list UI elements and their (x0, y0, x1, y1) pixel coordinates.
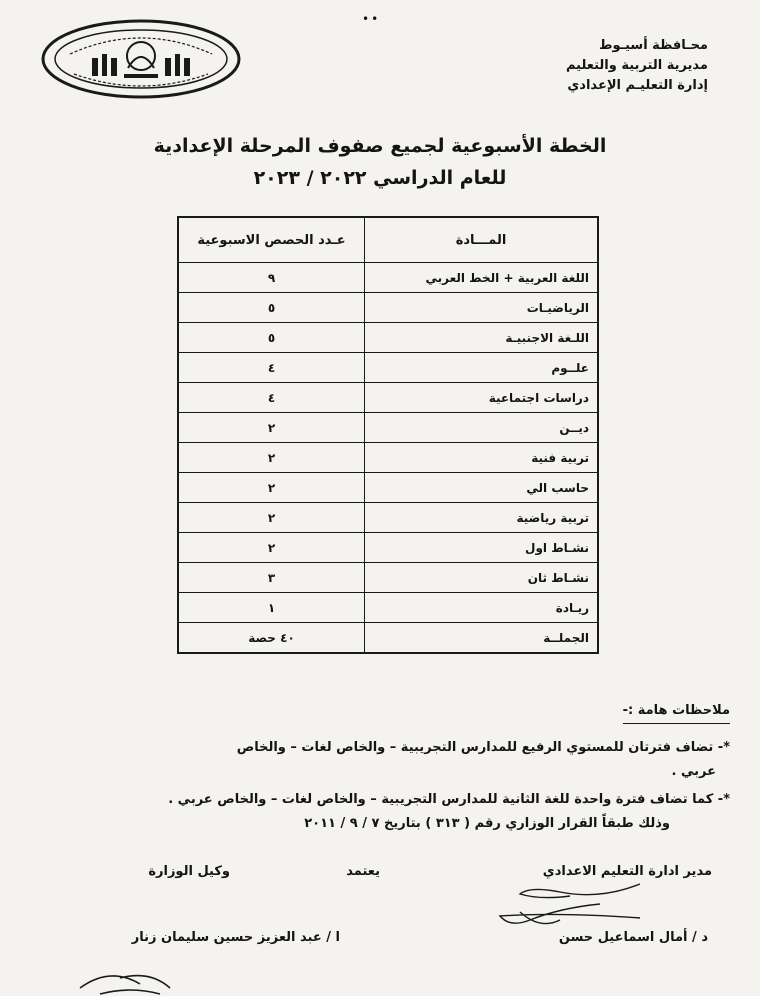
approve-label: يعتمد (346, 864, 380, 879)
deputy-title: وكيل الوزارة (148, 864, 230, 879)
governorate-line: محـافظة أسيـوط (599, 38, 708, 53)
director-title: مدير ادارة التعليم الاعدادي (542, 864, 712, 879)
deputy-signature-stroke (80, 976, 170, 994)
note-line: وذلك طبقاً القرار الوزاري رقم ( ٣١٣ ) بتاريخ ٧ / ٩ / ٢٠١١ (304, 816, 670, 831)
director-signature-stroke (500, 884, 640, 924)
periods-cell: ٤ (178, 383, 365, 413)
deputy-name: ا / عبد العزيز حسين سليمان زنار (131, 930, 340, 945)
administration-line: إدارة التعليـم الإعدادي (567, 78, 708, 93)
periods-cell: ٢ (178, 413, 365, 443)
periods-cell: ٢ (178, 533, 365, 563)
header-periods: عـدد الحصص الاسبوعية (178, 217, 365, 263)
note-line: عربي . (671, 764, 716, 779)
top-marks: •• (362, 12, 381, 26)
subject-cell: ريـادة (365, 593, 599, 623)
subject-cell: الرياضيـات (365, 293, 599, 323)
periods-cell: ٥ (178, 293, 365, 323)
subject-cell: اللـغة الاجنبيـة (365, 323, 599, 353)
note-line: *- تضاف فترتان للمستوي الرفيع للمدارس التجريبية – والخاص لغات – والخاص (236, 740, 730, 755)
total-periods-cell: ٤٠ حصة (178, 623, 365, 654)
total-label-cell: الجملــة (365, 623, 599, 654)
directorate-line: مديرية التربية والتعليم (565, 58, 708, 73)
note-line: *- كما تضاف فترة واحدة للغة الثانية للمدارس التجريبية – والخاص لغات – والخاص عربي . (168, 792, 730, 807)
director-name: د / أمال اسماعيل حسن (558, 930, 708, 945)
subject-cell: اللغة العربية + الخط العربي (365, 263, 599, 293)
periods-cell: ١ (178, 593, 365, 623)
periods-cell: ٤ (178, 353, 365, 383)
header-subject: المـــادة (365, 217, 599, 263)
periods-cell: ٢ (178, 443, 365, 473)
notes-heading-text: ملاحظات هامة :- (623, 700, 730, 724)
subject-cell: نشـاط اول (365, 533, 599, 563)
periods-cell: ٢ (178, 473, 365, 503)
subject-cell: نشـاط ثان (365, 563, 599, 593)
periods-cell: ٢ (178, 503, 365, 533)
subject-cell: ديــن (365, 413, 599, 443)
periods-cell: ٥ (178, 323, 365, 353)
subject-cell: علــوم (365, 353, 599, 383)
periods-cell: ٩ (178, 263, 365, 293)
subject-cell: تربية فنية (365, 443, 599, 473)
periods-cell: ٣ (178, 563, 365, 593)
subject-cell: تربية رياضية (365, 503, 599, 533)
subject-cell: دراسات اجتماعية (365, 383, 599, 413)
subject-cell: حاسب الي (365, 473, 599, 503)
title-line-2: للعام الدراسي ٢٠٢٢ / ٢٠٢٣ (253, 167, 507, 189)
title-line-1: الخطة الأسبوعية لجميع صفوف المرحلة الإعدادية (153, 135, 607, 157)
